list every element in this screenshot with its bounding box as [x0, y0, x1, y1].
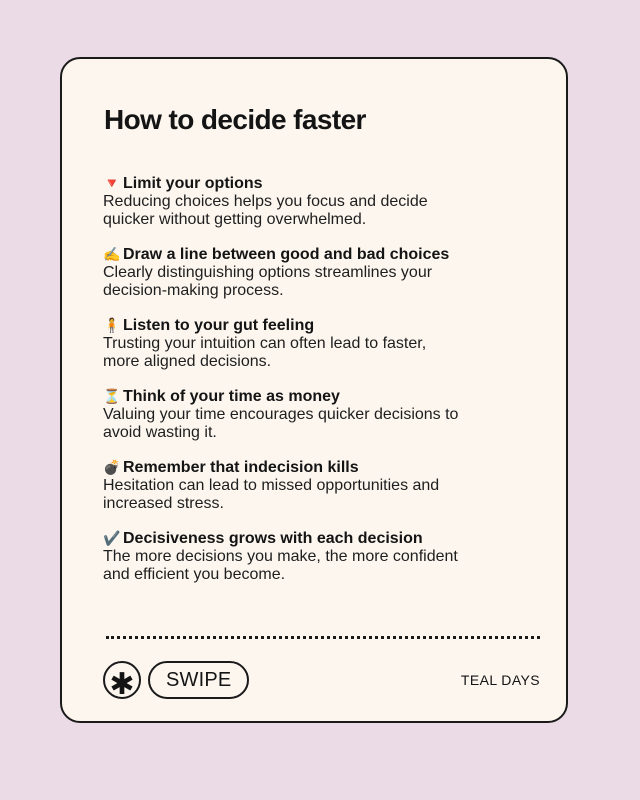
triangle-down-icon: 🔻 — [103, 175, 121, 191]
item-description-line: Clearly distinguishing options streamlines your — [103, 264, 433, 281]
item-description — [103, 264, 523, 300]
item-heading-text: Draw a line between good and bad choices — [123, 246, 450, 263]
list-item — [103, 387, 523, 458]
item-description — [103, 406, 523, 442]
item-description-line: Hesitation can lead to missed opportunities and — [103, 477, 440, 494]
asterisk-button[interactable] — [103, 661, 141, 699]
list-item — [103, 316, 523, 387]
item-heading — [103, 387, 523, 406]
item-heading — [103, 316, 523, 335]
item-heading-text: Remember that indecision kills — [123, 459, 359, 476]
item-description-line: avoid wasting it. — [103, 424, 217, 441]
item-heading — [103, 245, 523, 264]
carousel-card — [60, 57, 568, 723]
item-description-line: Reducing choices helps you focus and decide — [103, 193, 428, 210]
person-standing-icon: 🧍 — [103, 317, 121, 333]
item-description — [103, 548, 523, 584]
item-description-line: Trusting your intuition can often lead to faster, — [103, 335, 427, 352]
writing-hand-icon: ✍️ — [103, 246, 121, 262]
item-description — [103, 335, 523, 371]
item-description-line: more aligned decisions. — [103, 353, 272, 370]
item-heading — [103, 529, 523, 548]
asterisk-icon: ✱ — [109, 668, 135, 701]
bomb-icon: 💣 — [103, 459, 121, 475]
brand-name: TEAL DAYS — [460, 672, 540, 688]
item-heading — [103, 458, 523, 477]
item-heading-text: Limit your options — [123, 175, 263, 192]
item-heading-text: Listen to your gut feeling — [123, 317, 315, 334]
tips-list — [103, 174, 523, 600]
item-description-line: Valuing your time encourages quicker decisions to — [103, 406, 459, 423]
item-description-line: quicker without getting overwhelmed. — [103, 211, 367, 228]
page-title: How to decide faster — [104, 104, 366, 135]
item-description — [103, 193, 523, 229]
swipe-button[interactable]: SWIPE — [148, 661, 249, 699]
dotted-divider — [106, 636, 540, 639]
list-item — [103, 174, 523, 245]
check-mark-icon: ✔️ — [103, 530, 121, 546]
item-description-line: and efficient you become. — [103, 566, 286, 583]
item-description-line: increased stress. — [103, 495, 224, 512]
item-description — [103, 477, 523, 513]
hourglass-icon: ⏳ — [103, 388, 121, 404]
list-item — [103, 458, 523, 529]
list-item — [103, 245, 523, 316]
item-heading-text: Think of your time as money — [123, 388, 340, 405]
item-description-line: The more decisions you make, the more confident — [103, 548, 458, 565]
item-heading — [103, 174, 523, 193]
item-description-line: decision-making process. — [103, 282, 284, 299]
item-heading-text: Decisiveness grows with each decision — [123, 530, 423, 547]
list-item — [103, 529, 523, 600]
card-footer — [103, 660, 540, 700]
